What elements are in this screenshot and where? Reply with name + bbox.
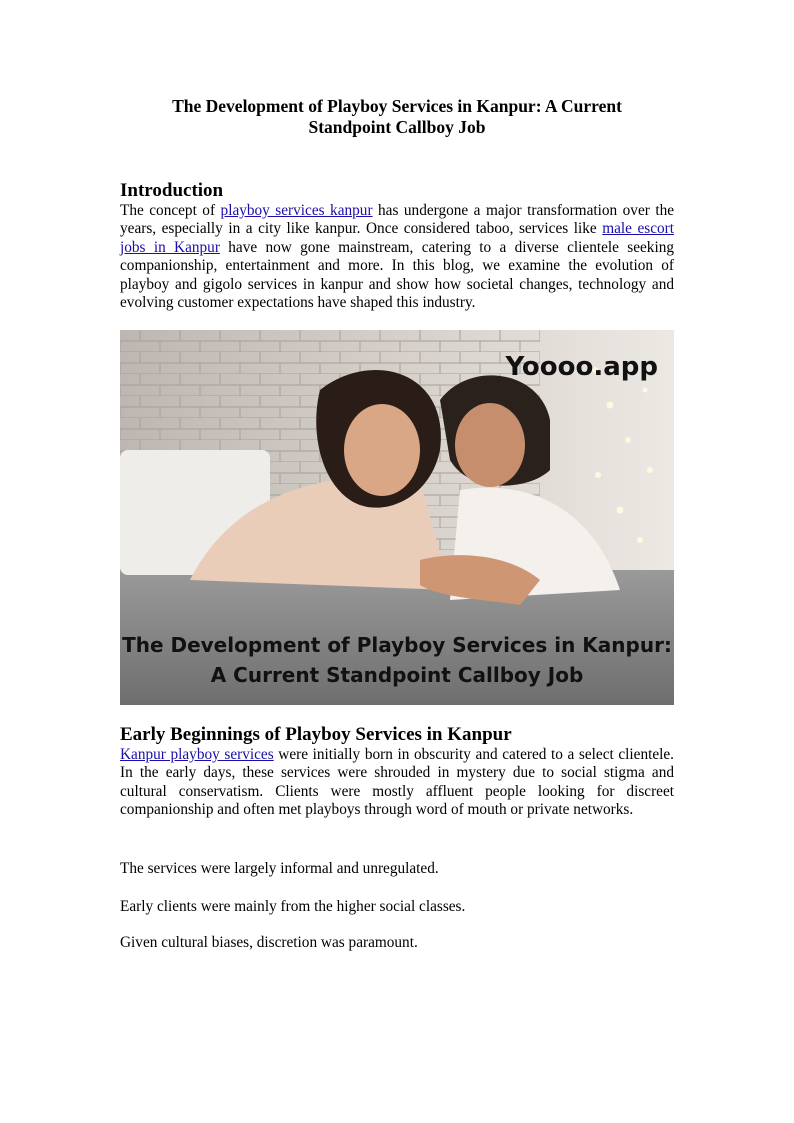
hero-image xyxy=(120,330,674,705)
intro-section xyxy=(120,180,674,312)
intro-paragraph xyxy=(120,202,674,312)
hero-caption-line-1: The Development of Playboy Services in Kanpur: xyxy=(122,633,672,657)
intro-text-2: has undergone a major transformation over the years, especially in a city like kanpur. Once considered taboo, services like xyxy=(120,202,675,238)
male-escort-jobs-link[interactable]: male escort jobs in Kanpur xyxy=(120,220,675,256)
title-line-2: Standpoint Callboy Job xyxy=(308,117,486,137)
document-title xyxy=(120,96,674,138)
point-2: Early clients were mainly from the higher social classes. xyxy=(120,898,466,915)
point-3: Given cultural biases, discretion was paramount. xyxy=(120,934,418,951)
early-text: were initially born in obscurity and catered to a select clientele. In the early days, these services were shrouded in mystery due to social stigma and cultural conservatism. Clients were mostly affluent people looking for discreet companionship and often met playboys through word of mouth or private networks. xyxy=(120,746,675,819)
playboy-services-kanpur-link[interactable]: playboy services kanpur xyxy=(220,202,373,219)
hero-brand-label: Yoooo.app xyxy=(505,352,658,382)
early-beginnings-heading: Early Beginnings of Playboy Services in Kanpur xyxy=(120,724,512,745)
intro-text-3: have now gone mainstream, catering to a diverse clientele seeking companionship, entertainment and more. In this blog, we examine the evolution of playboy and gigolo services in kanpur and show how societal changes, technology and evolving customer expectations have shaped this industry. xyxy=(120,238,674,312)
title-line-1: The Development of Playboy Services in Kanpur: A Current xyxy=(172,96,622,116)
intro-text-1: The concept of xyxy=(120,202,221,219)
early-beginnings-section xyxy=(120,724,674,820)
kanpur-playboy-services-link[interactable]: Kanpur playboy services xyxy=(120,746,274,763)
point-1: The services were largely informal and unregulated. xyxy=(120,860,439,877)
early-beginnings-paragraph xyxy=(120,746,674,820)
hero-caption-line-2: A Current Standpoint Callboy Job xyxy=(210,663,584,687)
intro-heading: Introduction xyxy=(120,180,224,201)
